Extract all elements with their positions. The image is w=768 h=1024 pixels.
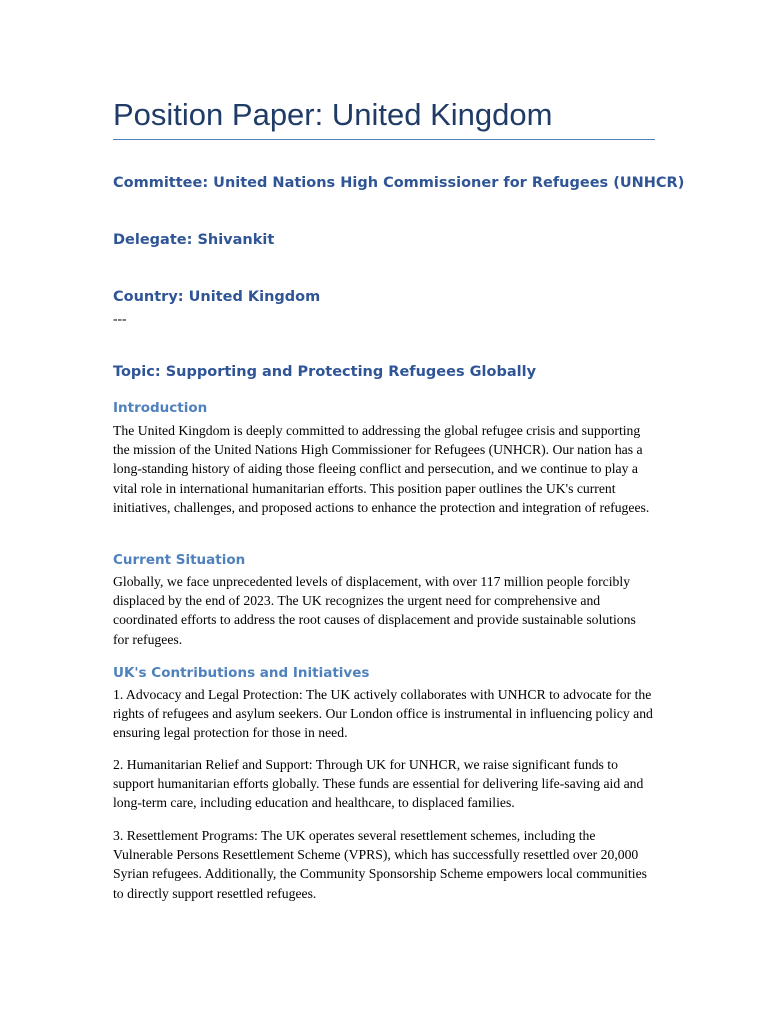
country-heading: Country: United Kingdom [113, 289, 321, 305]
contributions-heading: UK's Contributions and Initiatives [113, 665, 370, 681]
page-title: Position Paper: United Kingdom [113, 97, 553, 132]
topic-heading: Topic: Supporting and Protecting Refugees Globally [113, 364, 537, 380]
committee-heading: Committee: United Nations High Commissioner for Refugees (UNHCR) [113, 175, 685, 191]
introduction-paragraph: The United Kingdom is deeply committed to addressing the global refugee crisis and supporting the mission of the United Nations High Commissioner for Refugees (UNHCR). Our nation has a long-standing history of aiding those fleeing conflict and persecution, and we continue to play a vital role in international humanitarian efforts. This position paper outlines the UK's current initiatives, challenges, and proposed actions to enhance the protection and integration of refugees. [113, 423, 650, 515]
separator-text: --- [113, 311, 127, 326]
introduction-heading: Introduction [113, 400, 208, 416]
contribution-item: 3. Resettlement Programs: The UK operates several resettlement schemes, including the Vulnerable Persons Resettlement Scheme (VPRS), which has successfully resettled over 20,000 Syrian refugees. Additionally, the Community Sponsorship Scheme empowers local communities to directly support resettled refugees. [113, 828, 647, 901]
current-situation-heading: Current Situation [113, 552, 246, 568]
delegate-heading: Delegate: Shivankit [113, 232, 275, 248]
current-situation-paragraph: Globally, we face unprecedented levels of displacement, with over 117 million people forcibly displaced by the end of 2023. The UK recognizes the urgent need for comprehensive and coordinated efforts to address the root causes of displacement and provide sustainable solutions for refugees. [113, 574, 636, 647]
title-underline [113, 139, 655, 140]
contribution-item: 1. Advocacy and Legal Protection: The UK actively collaborates with UNHCR to advocate for the rights of refugees and asylum seekers. Our London office is instrumental in influencing policy and ensuring legal protection for those in need. [113, 687, 653, 741]
contribution-item: 2. Humanitarian Relief and Support: Through UK for UNHCR, we raise significant funds to support humanitarian efforts globally. These funds are essential for delivering life-saving aid and long-term care, including education and healthcare, to displaced families. [113, 757, 644, 811]
